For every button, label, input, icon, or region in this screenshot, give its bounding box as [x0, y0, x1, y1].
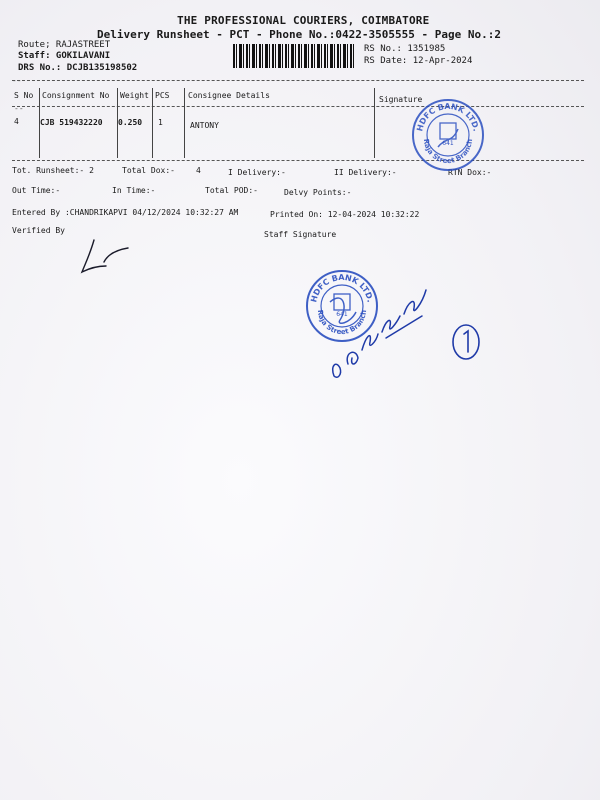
total-dox-value: 4	[196, 166, 201, 175]
row-sno: 4	[14, 117, 19, 126]
dash-mark-mid: --	[14, 104, 24, 113]
row-pcs: 1	[158, 118, 163, 127]
total-dox-label: Total Dox:-	[122, 166, 175, 175]
table-bottom-rule	[12, 160, 584, 161]
col-header-consignee: Consignee Details	[188, 91, 270, 100]
staff-signature-label: Staff Signature	[264, 230, 337, 239]
out-time: Out Time:-	[12, 186, 61, 195]
verifier-signature	[76, 232, 136, 278]
dash-mark-top: --	[12, 76, 22, 85]
row-consignment: CJB 519432220	[40, 118, 103, 127]
total-pod: Total POD:-	[205, 186, 258, 195]
stamp-bank-name: HDFC BANK LTD.	[309, 272, 375, 304]
drs-number: DRS No.: DCJB135198502	[18, 63, 138, 73]
delvy-points: Delvy Points:-	[284, 188, 352, 197]
entered-by: Entered By :CHANDRIKAPVI 04/12/2024 10:32:27 AM	[12, 208, 239, 217]
in-time: In Time:-	[112, 186, 156, 195]
col-header-consignment: Consignment No	[42, 91, 110, 100]
col-header-sno: S No	[14, 91, 34, 100]
col-divider	[374, 88, 375, 158]
stamp-code: 641	[442, 140, 454, 147]
rtn-dox: RTN Dox:-	[448, 168, 492, 177]
tot-runsheet: Tot. Runsheet:- 2	[12, 166, 94, 175]
col-header-weight: Weight	[120, 91, 149, 100]
bank-stamp-icon	[410, 97, 486, 173]
staff-label: Staff: GOKILAVANI	[18, 51, 111, 61]
col-header-signature: Signature	[379, 95, 423, 104]
runsheet-subtitle: Delivery Runsheet - PCT - Phone No.:0422-3505555 - Page No.:2	[97, 28, 501, 41]
stamp-branch: Raja Street Branch	[315, 309, 369, 337]
table-header-rule	[12, 106, 584, 107]
stamp-code: 641	[336, 311, 348, 318]
rs-number: RS No.: 1351985	[364, 44, 446, 54]
row-consignee: ANTONY	[190, 121, 219, 130]
handwritten-mark	[450, 322, 482, 362]
col-header-pcs: PCS	[155, 91, 170, 100]
table-top-rule	[12, 80, 584, 81]
stamp-bank-name: HDFC BANK LTD.	[415, 101, 481, 133]
col-divider	[152, 88, 153, 158]
circle-mark-icon	[450, 322, 482, 362]
stamp-branch: Raja Street Branch	[421, 138, 475, 166]
col-divider	[184, 88, 185, 158]
verified-by: Verified By	[12, 226, 65, 235]
staff-signature	[326, 280, 436, 390]
ii-delivery: II Delivery:-	[334, 168, 397, 177]
company-title: THE PROFESSIONAL COURIERS, COIMBATORE	[177, 14, 430, 27]
barcode	[233, 44, 355, 68]
rs-date: RS Date: 12-Apr-2024	[364, 56, 473, 66]
route-label: Route; RAJASTREET	[18, 40, 111, 50]
i-delivery: I Delivery:-	[228, 168, 286, 177]
printed-on: Printed On: 12-04-2024 10:32:22	[270, 210, 420, 219]
svg-text:HDFC BANK LTD.	[415, 102, 481, 132]
row-weight: 0.250	[118, 118, 143, 127]
